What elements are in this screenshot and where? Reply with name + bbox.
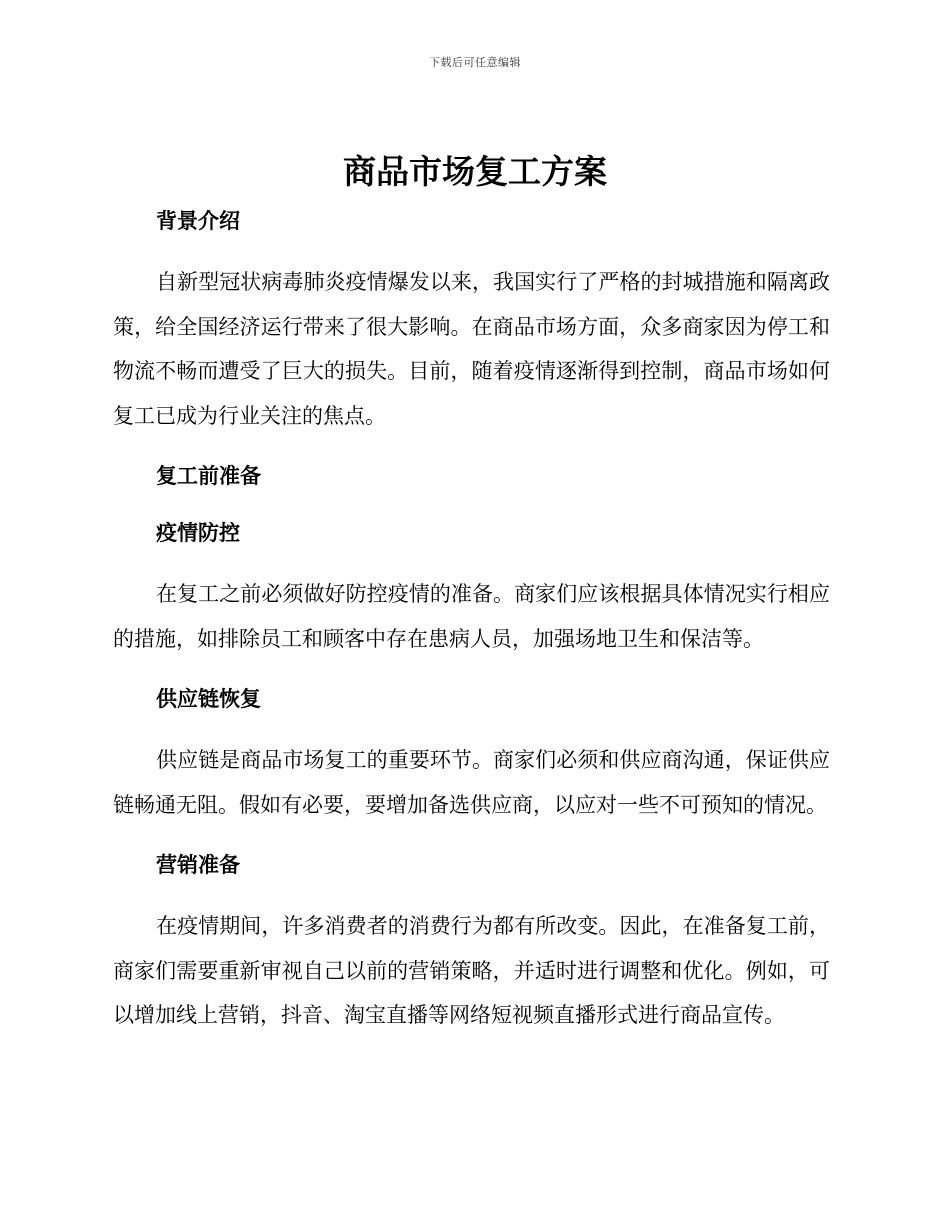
section-heading-preparation: 复工前准备 (156, 464, 261, 488)
subheading-marketing: 营销准备 (156, 853, 240, 877)
paragraph-supply-chain: 供应链是商品市场复工的重要环节。商家们必须和供应商沟通，保证供应链畅通无阻。假如有必要，要增加备选供应商，以应对一些不可预知的情况。 (113, 748, 830, 817)
document-body (113, 203, 830, 1038)
paragraph-epidemic-control: 在复工之前必须做好防控疫情的准备。商家们应该根据具体情况实行相应的措施，如排除员工和顾客中存在患病人员，加强场地卫生和保洁等。 (113, 582, 830, 651)
subheading-supply-chain: 供应链恢复 (156, 687, 261, 711)
paragraph-background: 自新型冠状病毒肺炎疫情爆发以来，我国实行了严格的封城措施和隔离政策，给全国经济运行带来了很大影响。在商品市场方面，众多商家因为停工和物流不畅而遭受了巨大的损失。目前，随着疫情逐渐得到控制，商品市场如何复工已成为行业关注的焦点。 (113, 270, 830, 428)
page-header-note: 下载后可任意编辑 (429, 56, 521, 69)
paragraph-marketing: 在疫情期间，许多消费者的消费行为都有所改变。因此，在准备复工前，商家们需要重新审视自己以前的营销策略，并适时进行调整和优化。例如，可以增加线上营销，抖音、淘宝直播等网络短视频直播形式进行商品宣传。 (113, 914, 830, 1027)
subheading-epidemic-control: 疫情防控 (156, 521, 240, 545)
section-heading-background: 背景介绍 (156, 209, 240, 233)
document-title: 商品市场复工方案 (343, 152, 607, 191)
